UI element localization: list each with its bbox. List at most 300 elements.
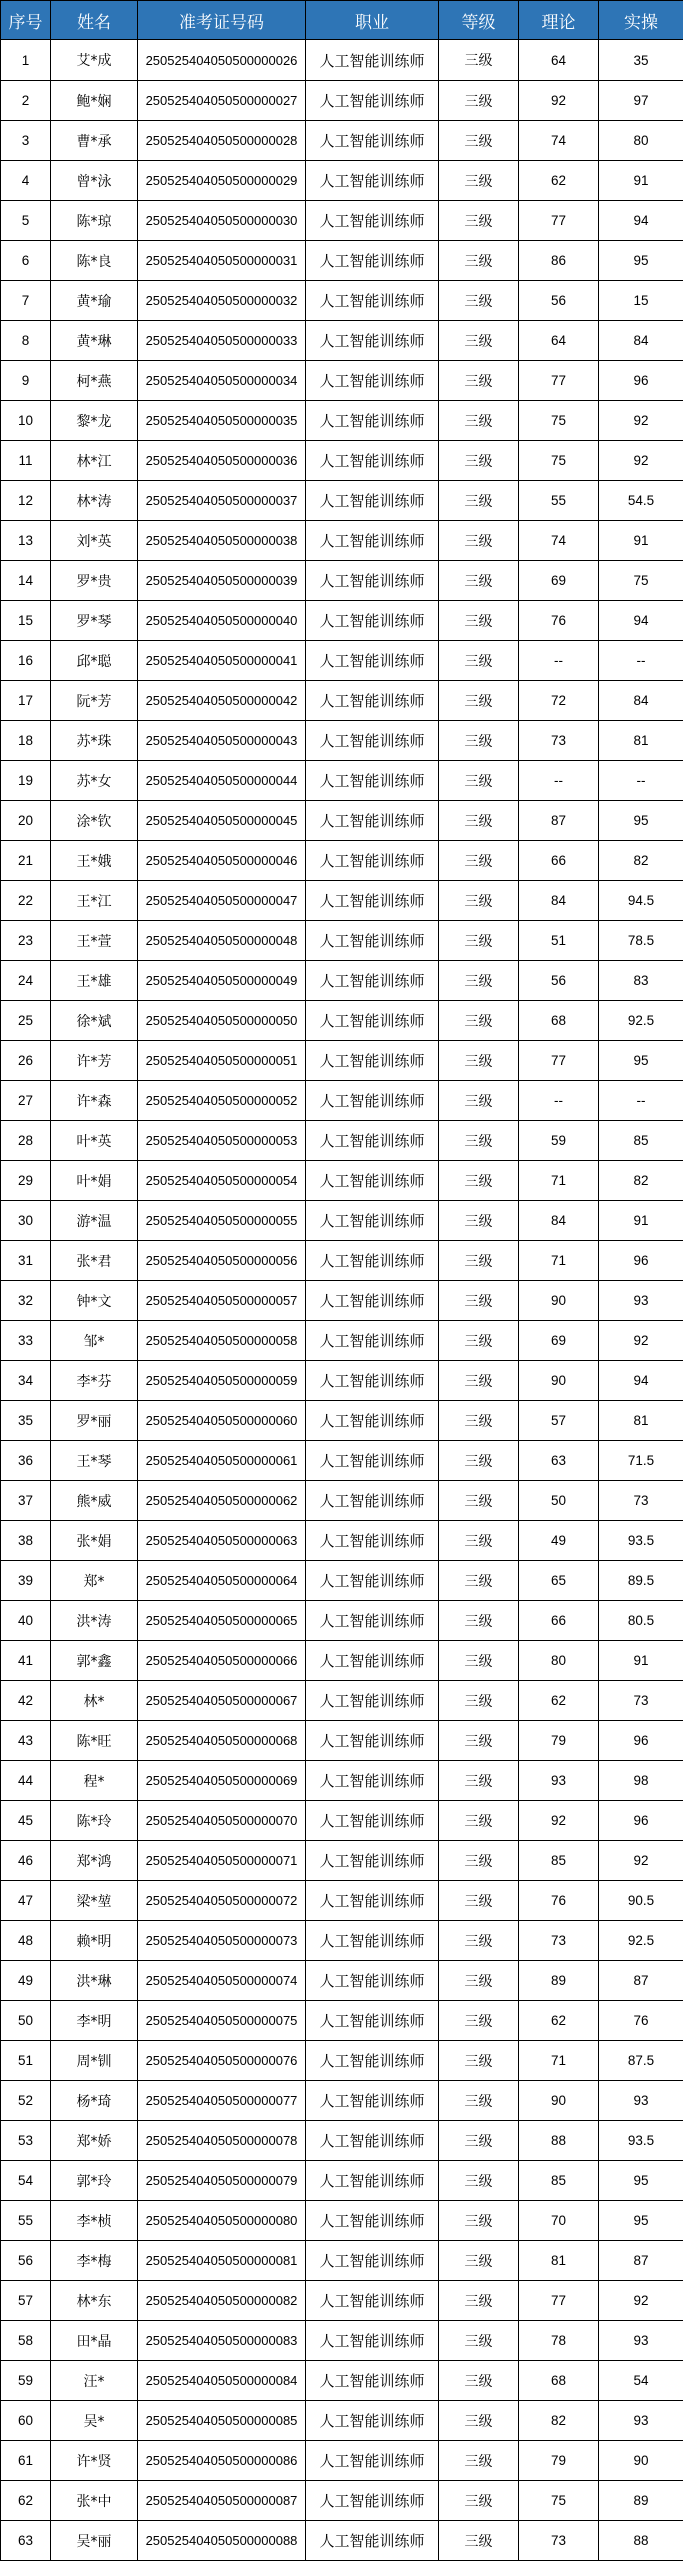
cell-name: 阮*芳 — [51, 681, 138, 721]
cell-theory: 84 — [519, 1201, 599, 1241]
cell-practice: 83 — [599, 961, 683, 1001]
cell-index: 55 — [1, 2201, 51, 2241]
cell-occupation: 人工智能训练师 — [306, 1801, 439, 1841]
cell-name: 赖*明 — [51, 1921, 138, 1961]
cell-ticket-number: 250525404050500000029 — [138, 161, 306, 201]
cell-index: 37 — [1, 1481, 51, 1521]
cell-occupation: 人工智能训练师 — [306, 1681, 439, 1721]
cell-practice: 89 — [599, 2481, 683, 2521]
cell-ticket-number: 250525404050500000032 — [138, 281, 306, 321]
cell-practice: 96 — [599, 1241, 683, 1281]
cell-occupation: 人工智能训练师 — [306, 121, 439, 161]
cell-practice: 84 — [599, 681, 683, 721]
header-ticket-number: 准考证号码 — [138, 1, 306, 40]
table-row — [1, 1201, 683, 1241]
cell-name: 邱*聪 — [51, 641, 138, 681]
cell-occupation: 人工智能训练师 — [306, 1001, 439, 1041]
cell-occupation: 人工智能训练师 — [306, 40, 439, 81]
table-row — [1, 161, 683, 201]
cell-ticket-number: 250525404050500000034 — [138, 361, 306, 401]
cell-index: 28 — [1, 1121, 51, 1161]
cell-occupation: 人工智能训练师 — [306, 561, 439, 601]
cell-practice: 88 — [599, 2521, 683, 2561]
cell-index: 63 — [1, 2521, 51, 2561]
cell-occupation: 人工智能训练师 — [306, 641, 439, 681]
cell-level: 三级 — [439, 2441, 519, 2481]
cell-level: 三级 — [439, 1161, 519, 1201]
cell-name: 叶*英 — [51, 1121, 138, 1161]
cell-occupation: 人工智能训练师 — [306, 2161, 439, 2201]
cell-practice: 89.5 — [599, 1561, 683, 1601]
cell-index: 9 — [1, 361, 51, 401]
cell-level: 三级 — [439, 2161, 519, 2201]
cell-occupation: 人工智能训练师 — [306, 1761, 439, 1801]
cell-index: 10 — [1, 401, 51, 441]
table-row — [1, 1961, 683, 2001]
cell-practice: 92 — [599, 2281, 683, 2321]
cell-level: 三级 — [439, 1401, 519, 1441]
cell-level: 三级 — [439, 881, 519, 921]
cell-theory: 90 — [519, 1361, 599, 1401]
cell-occupation: 人工智能训练师 — [306, 881, 439, 921]
cell-level: 三级 — [439, 201, 519, 241]
cell-name: 李*芬 — [51, 1361, 138, 1401]
cell-occupation: 人工智能训练师 — [306, 1281, 439, 1321]
table-row — [1, 1281, 683, 1321]
cell-index: 18 — [1, 721, 51, 761]
cell-level: 三级 — [439, 2481, 519, 2521]
cell-theory: 84 — [519, 881, 599, 921]
cell-theory: 85 — [519, 1841, 599, 1881]
cell-name: 郑* — [51, 1561, 138, 1601]
cell-theory: 75 — [519, 2481, 599, 2521]
table-row — [1, 1401, 683, 1441]
cell-index: 4 — [1, 161, 51, 201]
cell-index: 40 — [1, 1601, 51, 1641]
cell-name: 曾*泳 — [51, 161, 138, 201]
cell-occupation: 人工智能训练师 — [306, 1321, 439, 1361]
cell-ticket-number: 250525404050500000042 — [138, 681, 306, 721]
cell-occupation: 人工智能训练师 — [306, 921, 439, 961]
cell-level: 三级 — [439, 2321, 519, 2361]
cell-name: 苏*珠 — [51, 721, 138, 761]
table-row — [1, 1161, 683, 1201]
cell-occupation: 人工智能训练师 — [306, 81, 439, 121]
cell-theory: 89 — [519, 1961, 599, 2001]
table-row — [1, 1801, 683, 1841]
cell-index: 49 — [1, 1961, 51, 2001]
cell-theory: 62 — [519, 161, 599, 201]
cell-theory: 85 — [519, 2161, 599, 2201]
cell-occupation: 人工智能训练师 — [306, 2401, 439, 2441]
table-row — [1, 2441, 683, 2481]
cell-occupation: 人工智能训练师 — [306, 481, 439, 521]
cell-occupation: 人工智能训练师 — [306, 1441, 439, 1481]
cell-index: 48 — [1, 1921, 51, 1961]
cell-theory: 66 — [519, 841, 599, 881]
cell-occupation: 人工智能训练师 — [306, 401, 439, 441]
cell-ticket-number: 250525404050500000051 — [138, 1041, 306, 1081]
table-row — [1, 2001, 683, 2041]
cell-theory: 77 — [519, 361, 599, 401]
cell-name: 钟*文 — [51, 1281, 138, 1321]
cell-occupation: 人工智能训练师 — [306, 2001, 439, 2041]
cell-ticket-number: 250525404050500000063 — [138, 1521, 306, 1561]
cell-name: 黄*瑜 — [51, 281, 138, 321]
cell-practice: 91 — [599, 1201, 683, 1241]
cell-theory: 92 — [519, 1801, 599, 1841]
cell-theory: 74 — [519, 521, 599, 561]
cell-ticket-number: 250525404050500000028 — [138, 121, 306, 161]
cell-practice: 94 — [599, 201, 683, 241]
table-row — [1, 1641, 683, 1681]
cell-name: 吴*丽 — [51, 2521, 138, 2561]
header-practice: 实操 — [599, 1, 683, 40]
table-row — [1, 921, 683, 961]
table-row — [1, 1241, 683, 1281]
cell-level: 三级 — [439, 321, 519, 361]
cell-ticket-number: 250525404050500000041 — [138, 641, 306, 681]
cell-ticket-number: 250525404050500000033 — [138, 321, 306, 361]
cell-level: 三级 — [439, 2521, 519, 2561]
cell-ticket-number: 250525404050500000087 — [138, 2481, 306, 2521]
cell-ticket-number: 250525404050500000070 — [138, 1801, 306, 1841]
cell-ticket-number: 250525404050500000040 — [138, 601, 306, 641]
cell-ticket-number: 250525404050500000053 — [138, 1121, 306, 1161]
cell-practice: 92.5 — [599, 1001, 683, 1041]
cell-practice: 71.5 — [599, 1441, 683, 1481]
cell-theory: 77 — [519, 1041, 599, 1081]
cell-index: 1 — [1, 40, 51, 81]
cell-index: 60 — [1, 2401, 51, 2441]
table-row — [1, 321, 683, 361]
cell-occupation: 人工智能训练师 — [306, 1641, 439, 1681]
table-row — [1, 40, 683, 81]
cell-level: 三级 — [439, 2041, 519, 2081]
cell-level: 三级 — [439, 1281, 519, 1321]
cell-name: 李*桢 — [51, 2201, 138, 2241]
cell-ticket-number: 250525404050500000049 — [138, 961, 306, 1001]
cell-level: 三级 — [439, 81, 519, 121]
table-row — [1, 2481, 683, 2521]
table-row — [1, 961, 683, 1001]
cell-occupation: 人工智能训练师 — [306, 1361, 439, 1401]
cell-theory: 55 — [519, 481, 599, 521]
cell-ticket-number: 250525404050500000077 — [138, 2081, 306, 2121]
cell-name: 王*雄 — [51, 961, 138, 1001]
cell-occupation: 人工智能训练师 — [306, 2321, 439, 2361]
cell-practice: 98 — [599, 1761, 683, 1801]
cell-level: 三级 — [439, 281, 519, 321]
cell-index: 3 — [1, 121, 51, 161]
cell-occupation: 人工智能训练师 — [306, 841, 439, 881]
cell-name: 王*萱 — [51, 921, 138, 961]
table-row — [1, 881, 683, 921]
table-body — [1, 40, 683, 2561]
cell-ticket-number: 250525404050500000039 — [138, 561, 306, 601]
cell-level: 三级 — [439, 801, 519, 841]
table-row — [1, 1841, 683, 1881]
cell-practice: 35 — [599, 40, 683, 81]
cell-ticket-number: 250525404050500000078 — [138, 2121, 306, 2161]
table-row — [1, 2401, 683, 2441]
cell-name: 陈*玲 — [51, 1801, 138, 1841]
cell-index: 23 — [1, 921, 51, 961]
cell-level: 三级 — [439, 1801, 519, 1841]
cell-practice: 93.5 — [599, 1521, 683, 1561]
cell-theory: 78 — [519, 2321, 599, 2361]
cell-ticket-number: 250525404050500000064 — [138, 1561, 306, 1601]
cell-practice: 91 — [599, 1641, 683, 1681]
cell-name: 叶*娟 — [51, 1161, 138, 1201]
cell-index: 57 — [1, 2281, 51, 2321]
cell-index: 53 — [1, 2121, 51, 2161]
cell-occupation: 人工智能训练师 — [306, 601, 439, 641]
cell-index: 13 — [1, 521, 51, 561]
cell-theory: -- — [519, 761, 599, 801]
cell-index: 27 — [1, 1081, 51, 1121]
header-row — [1, 1, 683, 40]
cell-ticket-number: 250525404050500000065 — [138, 1601, 306, 1641]
cell-occupation: 人工智能训练师 — [306, 1721, 439, 1761]
cell-occupation: 人工智能训练师 — [306, 1121, 439, 1161]
cell-level: 三级 — [439, 721, 519, 761]
cell-index: 29 — [1, 1161, 51, 1201]
table-row — [1, 281, 683, 321]
cell-index: 14 — [1, 561, 51, 601]
cell-theory: 81 — [519, 2241, 599, 2281]
cell-name: 李*梅 — [51, 2241, 138, 2281]
cell-ticket-number: 250525404050500000066 — [138, 1641, 306, 1681]
table-row — [1, 681, 683, 721]
cell-level: 三级 — [439, 2081, 519, 2121]
cell-occupation: 人工智能训练师 — [306, 1841, 439, 1881]
cell-theory: 62 — [519, 1681, 599, 1721]
cell-name: 李*明 — [51, 2001, 138, 2041]
cell-occupation: 人工智能训练师 — [306, 1601, 439, 1641]
cell-theory: 77 — [519, 2281, 599, 2321]
cell-occupation: 人工智能训练师 — [306, 961, 439, 1001]
table-row — [1, 1481, 683, 1521]
cell-name: 林*涛 — [51, 481, 138, 521]
cell-index: 52 — [1, 2081, 51, 2121]
table-row — [1, 441, 683, 481]
cell-theory: 71 — [519, 1161, 599, 1201]
cell-ticket-number: 250525404050500000054 — [138, 1161, 306, 1201]
cell-ticket-number: 250525404050500000038 — [138, 521, 306, 561]
cell-practice: 96 — [599, 1801, 683, 1841]
cell-ticket-number: 250525404050500000058 — [138, 1321, 306, 1361]
table-row — [1, 1321, 683, 1361]
cell-occupation: 人工智能训练师 — [306, 1921, 439, 1961]
cell-ticket-number: 250525404050500000081 — [138, 2241, 306, 2281]
cell-theory: 79 — [519, 2441, 599, 2481]
cell-practice: 81 — [599, 721, 683, 761]
cell-level: 三级 — [439, 2241, 519, 2281]
cell-practice: 92 — [599, 401, 683, 441]
cell-theory: 76 — [519, 601, 599, 641]
cell-practice: 73 — [599, 1681, 683, 1721]
cell-practice: 80.5 — [599, 1601, 683, 1641]
cell-theory: -- — [519, 641, 599, 681]
cell-ticket-number: 250525404050500000060 — [138, 1401, 306, 1441]
cell-ticket-number: 250525404050500000027 — [138, 81, 306, 121]
cell-practice: 91 — [599, 161, 683, 201]
cell-practice: 81 — [599, 1401, 683, 1441]
header-level: 等级 — [439, 1, 519, 40]
cell-level: 三级 — [439, 2001, 519, 2041]
table-row — [1, 1001, 683, 1041]
table-row — [1, 1521, 683, 1561]
cell-ticket-number: 250525404050500000069 — [138, 1761, 306, 1801]
cell-practice: 92 — [599, 1841, 683, 1881]
cell-theory: 86 — [519, 241, 599, 281]
cell-practice: 85 — [599, 1121, 683, 1161]
cell-name: 林*江 — [51, 441, 138, 481]
cell-name: 洪*琳 — [51, 1961, 138, 2001]
table-row — [1, 2361, 683, 2401]
table-row — [1, 1681, 683, 1721]
cell-name: 程* — [51, 1761, 138, 1801]
cell-ticket-number: 250525404050500000026 — [138, 40, 306, 81]
cell-occupation: 人工智能训练师 — [306, 241, 439, 281]
cell-practice: 90 — [599, 2441, 683, 2481]
cell-name: 苏*女 — [51, 761, 138, 801]
cell-theory: 80 — [519, 1641, 599, 1681]
cell-level: 三级 — [439, 1881, 519, 1921]
cell-theory: 71 — [519, 1241, 599, 1281]
cell-practice: 93.5 — [599, 2121, 683, 2161]
cell-ticket-number: 250525404050500000075 — [138, 2001, 306, 2041]
cell-level: 三级 — [439, 1521, 519, 1561]
cell-occupation: 人工智能训练师 — [306, 2481, 439, 2521]
cell-theory: 76 — [519, 1881, 599, 1921]
cell-theory: 68 — [519, 2361, 599, 2401]
cell-name: 黄*琳 — [51, 321, 138, 361]
cell-theory: 69 — [519, 561, 599, 601]
cell-occupation: 人工智能训练师 — [306, 1881, 439, 1921]
cell-ticket-number: 250525404050500000055 — [138, 1201, 306, 1241]
cell-theory: 68 — [519, 1001, 599, 1041]
table-row — [1, 2521, 683, 2561]
cell-practice: 92.5 — [599, 1921, 683, 1961]
cell-index: 51 — [1, 2041, 51, 2081]
cell-theory: 56 — [519, 281, 599, 321]
cell-ticket-number: 250525404050500000052 — [138, 1081, 306, 1121]
cell-ticket-number: 250525404050500000067 — [138, 1681, 306, 1721]
cell-practice: 76 — [599, 2001, 683, 2041]
cell-index: 41 — [1, 1641, 51, 1681]
cell-ticket-number: 250525404050500000084 — [138, 2361, 306, 2401]
cell-name: 罗*贵 — [51, 561, 138, 601]
table-row — [1, 2201, 683, 2241]
cell-level: 三级 — [439, 40, 519, 81]
table-row — [1, 721, 683, 761]
table-row — [1, 2321, 683, 2361]
table-row — [1, 2241, 683, 2281]
cell-index: 19 — [1, 761, 51, 801]
cell-index: 43 — [1, 1721, 51, 1761]
cell-ticket-number: 250525404050500000048 — [138, 921, 306, 961]
cell-practice: 54 — [599, 2361, 683, 2401]
cell-level: 三级 — [439, 1961, 519, 2001]
cell-level: 三级 — [439, 1601, 519, 1641]
table-row — [1, 2121, 683, 2161]
cell-ticket-number: 250525404050500000035 — [138, 401, 306, 441]
cell-index: 17 — [1, 681, 51, 721]
cell-index: 5 — [1, 201, 51, 241]
cell-theory: 73 — [519, 721, 599, 761]
cell-level: 三级 — [439, 681, 519, 721]
table-row — [1, 1921, 683, 1961]
table-row — [1, 481, 683, 521]
cell-level: 三级 — [439, 2121, 519, 2161]
cell-theory: 73 — [519, 2521, 599, 2561]
cell-level: 三级 — [439, 1201, 519, 1241]
cell-name: 张*娟 — [51, 1521, 138, 1561]
cell-occupation: 人工智能训练师 — [306, 1481, 439, 1521]
cell-index: 50 — [1, 2001, 51, 2041]
header-index: 序号 — [1, 1, 51, 40]
cell-index: 32 — [1, 1281, 51, 1321]
cell-practice: 92 — [599, 1321, 683, 1361]
cell-name: 刘*英 — [51, 521, 138, 561]
cell-level: 三级 — [439, 1641, 519, 1681]
cell-practice: 87 — [599, 2241, 683, 2281]
table-row — [1, 801, 683, 841]
table-row — [1, 361, 683, 401]
cell-level: 三级 — [439, 361, 519, 401]
cell-level: 三级 — [439, 561, 519, 601]
cell-index: 45 — [1, 1801, 51, 1841]
cell-ticket-number: 250525404050500000072 — [138, 1881, 306, 1921]
cell-theory: 50 — [519, 1481, 599, 1521]
cell-ticket-number: 250525404050500000037 — [138, 481, 306, 521]
table-row — [1, 81, 683, 121]
cell-level: 三级 — [439, 1241, 519, 1281]
table-row — [1, 601, 683, 641]
cell-practice: 75 — [599, 561, 683, 601]
cell-level: 三级 — [439, 1761, 519, 1801]
cell-name: 周*钏 — [51, 2041, 138, 2081]
cell-occupation: 人工智能训练师 — [306, 1961, 439, 2001]
cell-occupation: 人工智能训练师 — [306, 1201, 439, 1241]
cell-practice: 93 — [599, 2081, 683, 2121]
cell-index: 12 — [1, 481, 51, 521]
cell-practice: 95 — [599, 1041, 683, 1081]
cell-name: 林*东 — [51, 2281, 138, 2321]
cell-level: 三级 — [439, 1001, 519, 1041]
cell-index: 36 — [1, 1441, 51, 1481]
cell-theory: 65 — [519, 1561, 599, 1601]
cell-practice: 93 — [599, 1281, 683, 1321]
cell-practice: 15 — [599, 281, 683, 321]
cell-theory: 72 — [519, 681, 599, 721]
cell-theory: 51 — [519, 921, 599, 961]
cell-index: 56 — [1, 2241, 51, 2281]
table-row — [1, 1721, 683, 1761]
cell-occupation: 人工智能训练师 — [306, 1401, 439, 1441]
cell-practice: 94.5 — [599, 881, 683, 921]
cell-name: 罗*琴 — [51, 601, 138, 641]
cell-practice: 94 — [599, 601, 683, 641]
cell-index: 39 — [1, 1561, 51, 1601]
cell-index: 58 — [1, 2321, 51, 2361]
cell-name: 王*江 — [51, 881, 138, 921]
cell-level: 三级 — [439, 1441, 519, 1481]
cell-index: 38 — [1, 1521, 51, 1561]
cell-level: 三级 — [439, 761, 519, 801]
